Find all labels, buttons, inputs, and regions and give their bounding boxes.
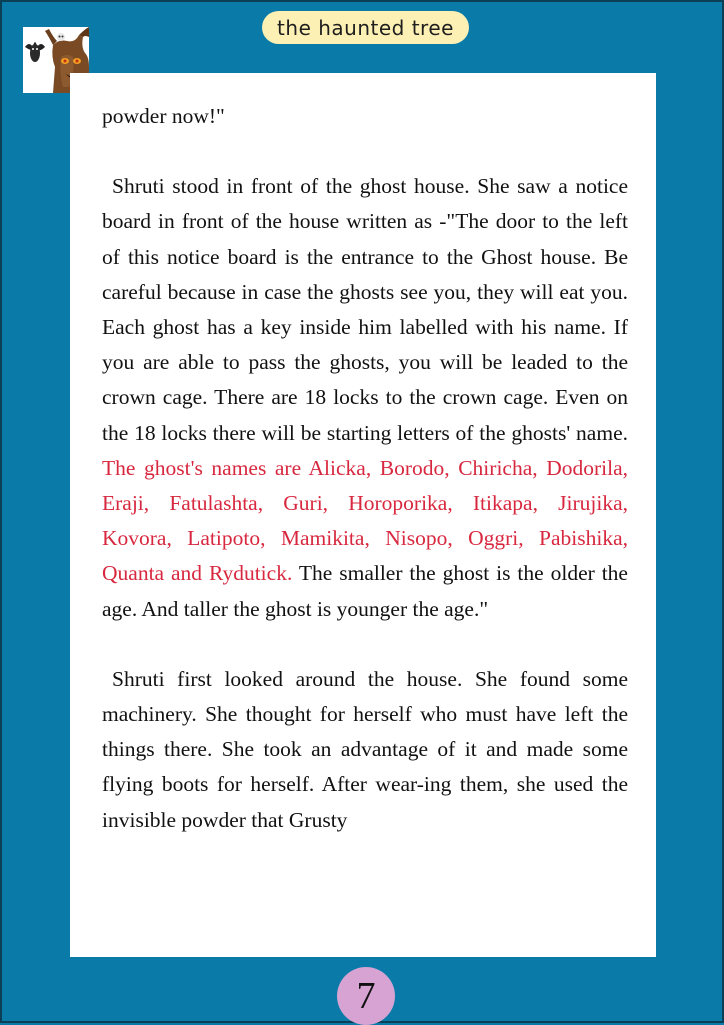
paragraph-3	[102, 662, 628, 838]
paragraph-1: powder now!"	[102, 104, 225, 128]
paragraph-2	[102, 169, 628, 627]
paragraph-2-intro: Shruti stood in front of the ghost house. She saw a notice board in front of the house written as -"The door to the left of this notice board is the entrance to the Ghost house. Be careful because in case the ghosts see you, they will eat you. Each ghost has a key inside him labelled with his name. If you are able to pass the ghosts, you will be leaded to the crown cage. There are 18 locks to the crown cage. Even on the 18 locks there will be starting letters of the ghosts' name.	[102, 174, 628, 445]
book-title: the haunted tree	[262, 11, 469, 44]
page-number-badge: 7	[337, 967, 395, 1025]
paragraph-2-outro: The smaller the ghost is the older the age. And taller the ghost is younger the age."	[102, 561, 628, 621]
paragraph-3-text: Shruti first looked around the house. She found some machinery. She thought for herself who must have left the things there. She took an advantage of it and made some flying boots for herself. After wear-ing them, she used the invisible powder that Grusty	[102, 666, 628, 832]
story-text	[102, 99, 628, 838]
page-content-area	[70, 73, 656, 957]
ghost-names-highlight: The ghost's names are Alicka, Borodo, Chiricha, Dodorila, Eraji, Fatulashta, Guri, Horoporika, Itikapa, Jirujika, Kovora, Latipoto, Mamikita, Nisopo, Oggri, Pabishika, Quanta and Rydutick.	[102, 455, 628, 586]
